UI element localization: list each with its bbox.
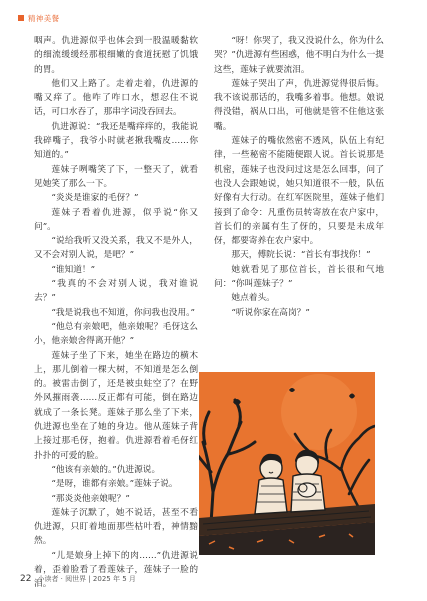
paragraph: 莲妹子看着仇进源，似乎说“你又问”。 (34, 207, 198, 232)
section-marker (18, 15, 24, 21)
paragraph: “谁知道！” (51, 264, 96, 275)
paragraph: “炎炎是谁家的毛伢？” (51, 193, 139, 204)
right-text-column (214, 34, 384, 320)
paragraph: 那天，傅院长说：“首长有事找你！” (231, 250, 371, 261)
sun-glow (281, 374, 357, 450)
paragraph: “儿是娘身上掉下的肉……”仇进源说着，歪着脸看了看莲妹子，莲妹子一脸的泪。 (34, 550, 198, 590)
paragraph: “呀！你哭了，我又没说什么，你为什么哭？”仇进源有些困惑，他不明白为什么一提这些，莲妹子就要流泪。 (214, 36, 384, 75)
section-header (18, 11, 60, 25)
paragraph: “是呀，谁都有亲娘。”莲妹子说。 (51, 479, 178, 490)
illustration-artwork (199, 372, 375, 555)
paragraph: “说给我听又没关系，我又不是外人，又不会对别人说，是吧？” (34, 236, 198, 261)
page-footer (20, 573, 136, 585)
paragraph: “我是说我也不知道，你问我也没用。” (51, 307, 195, 318)
magazine-issue: 小读者 · 阅世界 | 2025 年 5 月 (37, 575, 136, 583)
paragraph: 她点着头。 (231, 293, 275, 304)
paragraph: “我真的不会对别人说，我对谁说去？” (34, 279, 198, 304)
page-number: 22 (20, 574, 32, 584)
paragraph: “那炎炎他亲娘呢？” (51, 493, 130, 504)
paragraph: 莲妹子的嘴依然密不透风，队伍上有纪律，一些秘密不能随便跟人说。首长说那是机密，莲妹子也没问过这是怎么回事，问了也没人会跟她说，她只知道很不一般，队伍好像有大行动。在红军医院里，莲妹子他们接到了命令：凡重伤员转寄放在农户家中，首长们的亲属有生了伢的，只要是未成年伢，都要寄养在农户家中。 (214, 136, 384, 247)
paragraph: 仇进源说：“我还是嘴痒痒的，我能说我碎嘴子，我爷小时就老揪我嘴皮……你知道的。” (34, 121, 198, 161)
paragraph: “听说你家在高岗？” (231, 307, 310, 318)
paragraph: “他总有亲娘吧，他亲娘呢？毛伢这么小，他亲娘舍得离开他？” (34, 321, 198, 347)
paragraph: 咽声。仇进源似乎也体会到一股温暖黏软的细流缓缓经那根细嫩的食道抚慰了饥饿的胃。 (34, 36, 198, 75)
story-illustration (199, 372, 375, 555)
left-text-column (34, 34, 198, 592)
paragraph: 他们又上路了。走着走着，仇进源的嘴又痒了。他咋了咋口水，想忍住不说话，可口水吞了，那串字词没吞回去。 (34, 78, 198, 118)
paragraph: 莲妹子沉默了，她不说话，甚至不看仇进源，只盯着地面那些枯叶看，神情黯然。 (34, 507, 198, 547)
paragraph: 她就看见了那位首长，首长很和气地问：“你叫莲妹子？” (214, 264, 384, 290)
paragraph: “他该有亲娘的。”仇进源说。 (51, 464, 161, 475)
paragraph: 莲妹子坐了下来，她坐在路边的横木上，那儿倒着一棵大树，不知道是怎么倒的。被雷击倒了，还是被虫蛀空了？在野外风摧雨袭……反正都有可能，倒在路边就成了一条长凳。莲妹子那么坐了下来，仇进源也坐在了她的身边。他从莲妹子背上接过那毛伢，抱着。仇进源看着毛伢红扑扑的可爱的脸。 (34, 350, 198, 461)
paragraph: 莲妹子咧嘴笑了下，一整天了，就看见她笑了那么一下。 (34, 164, 198, 189)
paragraph: 莲妹子哭出了声，仇进源觉得很后悔。我不该说那话的，我嘴多着事。他想。娘说得没错，祸从口出，可他就是管不住他这张嘴。 (214, 78, 384, 132)
section-title: 精神美餐 (28, 13, 60, 23)
